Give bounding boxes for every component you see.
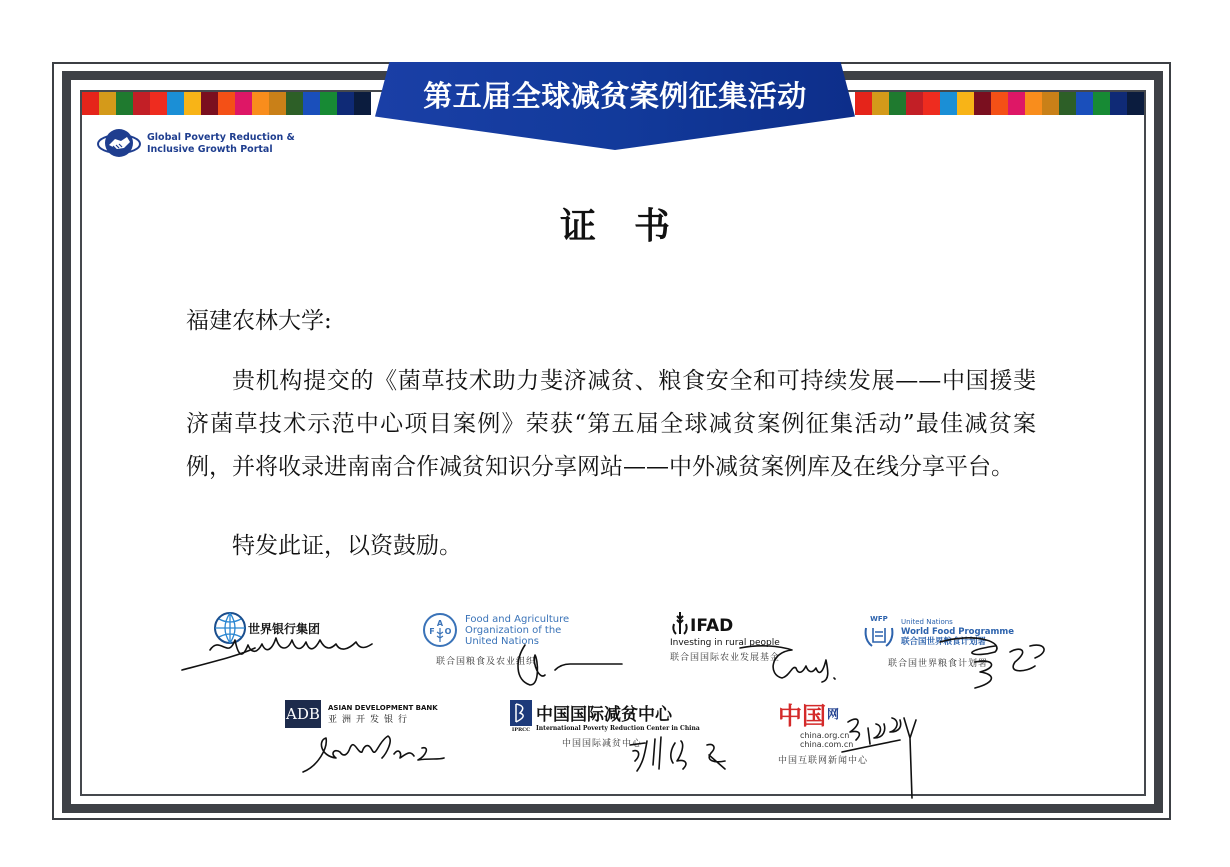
iprcc-name-en: International Poverty Reduction Center in China (536, 725, 700, 732)
svg-text:WFP: WFP (870, 615, 888, 623)
wfp-line2: World Food Programme (901, 627, 1014, 637)
color-stripe-segment (1059, 92, 1076, 115)
color-stripe-segment (1025, 92, 1042, 115)
fao-name-line2: Organization of the (465, 625, 562, 636)
body-paragraph: 贵机构提交的《菌草技术助力斐济减贫、粮食安全和可持续发展——中国援斐济菌草技术示范中心项目案例》荣获“第五届全球减贫案例征集活动”最佳减贫案例，并将收录进南南合作减贫知识分享网站——中外减贫案例库及在线分享平台。 (186, 368, 1036, 480)
color-stripe-segment (1110, 92, 1127, 115)
color-stripe-segment (1008, 92, 1025, 115)
color-stripe-segment (150, 92, 167, 115)
color-stripe-segment (320, 92, 337, 115)
portal-brand (97, 127, 295, 161)
banner-title: 第五届全球减贫案例征集活动 (423, 79, 807, 113)
wfp-line3: 联合国世界粮食计划署 (901, 637, 987, 647)
signature-iprcc (625, 735, 745, 775)
color-stripe-segment (337, 92, 354, 115)
color-stripe-segment (99, 92, 116, 115)
color-stripe-segment (133, 92, 150, 115)
color-stripe-segment (1127, 92, 1144, 115)
svg-text:F: F (429, 627, 435, 636)
certificate-body (186, 360, 1036, 489)
recipient: 福建农林大学: (186, 308, 332, 334)
ifad-name-cn: 联合国国际农业发展基金 (670, 653, 781, 663)
color-stripe-segment (235, 92, 252, 115)
portal-name-line2: Inclusive Growth Portal (147, 144, 273, 155)
iprcc-name-cn-logo: 中国国际减贫中心 (536, 705, 672, 725)
color-stripe-segment (855, 92, 872, 115)
color-stripe-segment (218, 92, 235, 115)
signature-china-org (840, 710, 930, 800)
ifad-name: IFAD (690, 616, 734, 636)
color-stripe-segment (82, 92, 99, 115)
color-stripe-segment (991, 92, 1008, 115)
svg-text:O: O (444, 627, 452, 636)
china-org-logo-cn: 中国 (778, 701, 826, 730)
color-stripe-segment (116, 92, 133, 115)
china-org-logo-net: 网 (827, 707, 840, 721)
adb-name-en: ASIAN DEVELOPMENT BANK (328, 703, 438, 712)
fao-logo-icon (422, 612, 458, 648)
color-stripe-segment (201, 92, 218, 115)
portal-name-line1: Global Poverty Reduction & (147, 132, 295, 143)
closing-line: 特发此证，以资鼓励。 (232, 533, 462, 559)
iprcc-logo-icon (510, 700, 532, 732)
color-stripe-segment (1042, 92, 1059, 115)
color-stripe-segment (906, 92, 923, 115)
wfp-name-cn: 联合国世界粮食计划署 (888, 659, 989, 669)
color-stripe-segment (286, 92, 303, 115)
svg-text:IPRCC: IPRCC (511, 727, 531, 732)
handshake-globe-icon (97, 127, 141, 161)
wfp-line1: United Nations (901, 618, 953, 626)
signature-ifad (730, 640, 850, 685)
color-stripe-segment (303, 92, 320, 115)
adb-logo: ADB (285, 700, 321, 728)
sdg-color-stripe-right (855, 92, 1144, 115)
china-org-name-cn: 中国互联网新闻中心 (778, 756, 869, 766)
color-stripe-segment (167, 92, 184, 115)
certificate-title: 证书 (559, 206, 708, 247)
wfp-logo-icon (860, 614, 898, 650)
color-stripe-segment (252, 92, 269, 115)
org-adb (285, 700, 438, 728)
signature-world-bank (180, 630, 380, 675)
china-org-url2: china.com.cn (800, 740, 854, 749)
color-stripe-segment (184, 92, 201, 115)
fao-name-line1: Food and Agriculture (465, 614, 570, 625)
color-stripe-segment (1093, 92, 1110, 115)
color-stripe-segment (974, 92, 991, 115)
ifad-wheat-icon (670, 610, 690, 636)
color-stripe-segment (269, 92, 286, 115)
sdg-color-stripe-left (82, 92, 371, 115)
color-stripe-segment (940, 92, 957, 115)
color-stripe-segment (354, 92, 371, 115)
fao-name-line3: United Nations (465, 636, 540, 647)
fao-name-cn: 联合国粮食及农业组织 (436, 657, 537, 667)
color-stripe-segment (923, 92, 940, 115)
signature-wfp (935, 632, 1055, 692)
color-stripe-segment (1076, 92, 1093, 115)
color-stripe-segment (872, 92, 889, 115)
signature-adb (298, 728, 448, 776)
color-stripe-segment (957, 92, 974, 115)
color-stripe-segment (889, 92, 906, 115)
adb-name-cn: 亚洲开发银行 (328, 714, 413, 725)
ifad-tagline: Investing in rural people (670, 638, 780, 648)
svg-text:A: A (436, 619, 444, 628)
signature-fao (510, 640, 630, 690)
iprcc-name-cn: 中国国际减贫中心 (562, 739, 643, 749)
world-bank-name: 世界银行集团 (248, 621, 321, 636)
china-org-url1: china.org.cn (800, 731, 850, 740)
